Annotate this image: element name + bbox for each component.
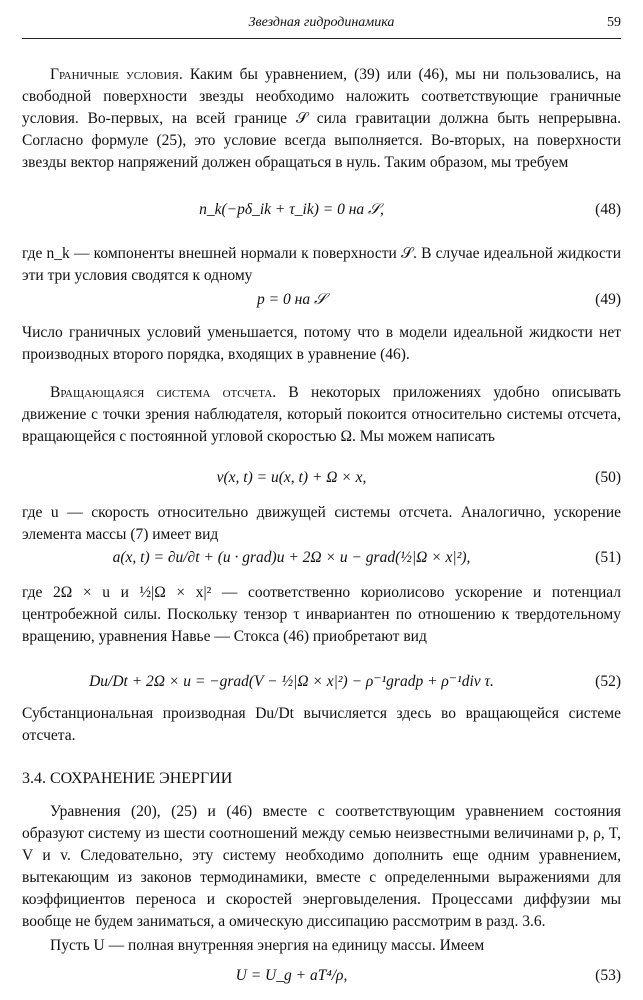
equation-number: (50) [595,469,621,486]
run-in-heading: Граничные условия. [50,66,183,83]
section-heading: 3.4. СОХРАНЕНИЕ ЭНЕРГИИ [22,770,233,787]
paragraph-rotating-frame [22,382,621,448]
equation-49 [22,289,621,313]
paragraph-text: Уравнения (20), (25) и (46) вместе с соответствующим уравнением состояния образуют систему из шести соотношений между семью неизвестными величинами p, ρ, T, V и v. Следовательно, эту систему необходимо дополнить еще одним уравнением, вытекающим из законов термодинамики, вместе с определенными выражениями для коэффициентов переноса и скоростей энерговыделения. Процессами диффузии мы вообще не будем заниматься, а омическую диссипацию рассмотрим в разд. 3.6. [22,803,621,930]
equation-formula: n_k(−pδ_ik + τ_ik) = 0 на 𝒮, [199,201,384,218]
page-number: 59 [607,15,621,30]
equation-formula: p = 0 на 𝒮 [257,291,326,308]
paragraph-text: Число граничных условий уменьшается, потому что в модели идеальной жидкости нет производных второго порядка, входящих в уравнение (46). [22,324,621,363]
paragraph-text: где u — скорость относительно движущей системы отсчета. Аналогично, ускорение элемента массы (7) имеет вид [22,504,621,543]
paragraph-velocity [22,502,621,546]
equation-50 [22,467,621,491]
paragraph-normal-components [22,243,621,287]
equation-number: (51) [595,549,621,566]
equation-number: (48) [595,201,621,218]
paragraph-boundary-conditions [22,64,621,174]
paragraph-text: Субстанциональная производная Du/Dt вычисляется здесь во вращающейся системе отсчета. [22,705,621,744]
equation-number: (53) [595,967,621,984]
paragraph-internal-energy [22,935,621,957]
paragraph-text: где 2Ω × u и ½|Ω × x|² — соответственно кориолисово ускорение и потенциал центробежной силы. Поскольку тензор τ инвариантен по отношению к твердотельному вращению, уравнения Навье — Стокса (46) приобретают вид [22,584,621,645]
equation-number: (49) [595,291,621,308]
paragraph-substantial-derivative [22,703,621,747]
equation-52 [22,671,621,695]
run-in-heading: Вращающаяся система отсчета. [50,384,277,401]
equation-53 [22,965,621,989]
equation-number: (52) [595,673,621,690]
equation-formula: U = U_g + aT⁴/ρ, [235,967,348,984]
equation-51 [22,547,621,571]
page-header [22,8,621,39]
paragraph-system-of-equations [22,801,621,933]
equation-formula: a(x, t) = ∂u/∂t + (u · grad)u + 2Ω × u − grad(½|Ω × x|²), [112,549,471,566]
running-title: Звездная гидродинамика [248,15,395,30]
equation-formula: v(x, t) = u(x, t) + Ω × x, [216,469,367,486]
paragraph-text: Каким бы уравнением, (39) или (46), мы ни пользовались, на свободной поверхности звезды необходимо наложить соответствующие граничные условия. Во-первых, на всей границе 𝒮 сила гравитации должна быть непрерывна. Согласно формуле (25), это условие всегда выполняется. Во-вторых, на поверхности звезды вектор напряжений должен обращаться в нуль. Таким образом, мы требуем [22,66,622,171]
paragraph-text: Пусть U — полная внутренняя энергия на единицу массы. Имеем [50,937,485,954]
paragraph-text: В некоторых приложениях удобно описывать движение с точки зрения наблюдателя, который покоится относительно системы отсчета, вращающейся с постоянной угловой скоростью Ω. Мы можем написать [22,384,621,445]
paragraph-text: где n_k — компоненты внешней нормали к поверхности 𝒮. В случае идеальной жидкости эти три условия сводятся к одному [22,245,621,284]
paragraph-coriolis [22,582,621,648]
equation-48 [22,199,621,223]
equation-formula: Du/Dt + 2Ω × u = −grad(V − ½|Ω × x|²) − ρ⁻¹gradp + ρ⁻¹div τ. [89,673,494,690]
paragraph-ideal-fluid [22,322,621,366]
